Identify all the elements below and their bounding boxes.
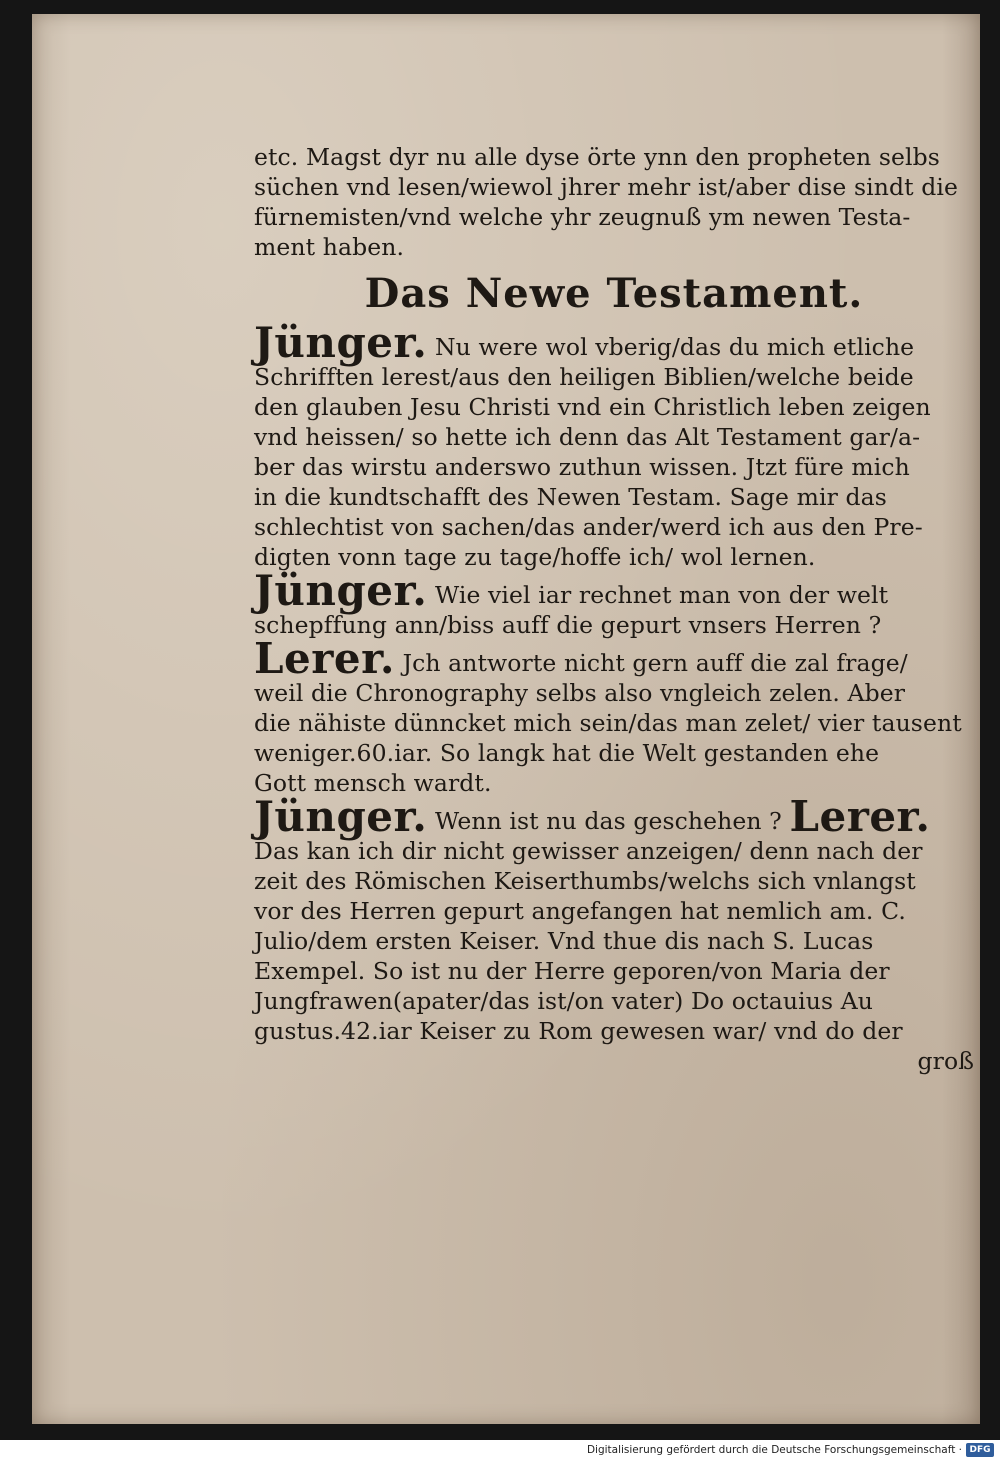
speaker-label: Jünger. (254, 566, 428, 615)
text-line: in die kundtschafft des Newen Testam. Sage mir das (254, 483, 887, 511)
text-line: weil die Chronography selbs also vngleich zelen. Aber (254, 679, 906, 707)
text-line: vnd heissen/ so hette ich denn das Alt Testament gar/a- (254, 423, 921, 451)
text-line: Julio/dem ersten Keiser. Vnd thue dis nach S. Lucas (254, 927, 874, 955)
speaker-label: Lerer. (254, 634, 395, 683)
text-line: die nähiste dünncket mich sein/das man zelet/ vier tausent (254, 709, 962, 737)
text-line: süchen vnd lesen/wiewol jhrer mehr ist/aber dise sindt die (254, 173, 958, 201)
paragraph-first-line: Nu were wol vberig/das du mich etliche (435, 333, 915, 361)
text-line: etc. Magst dyr nu alle dyse örte ynn den propheten selbs (254, 143, 940, 171)
paragraph-body (254, 678, 974, 798)
speaker-label: Jünger. (254, 792, 428, 841)
paragraph-body (254, 836, 974, 1046)
section-heading: Das Newe Testament. (364, 270, 864, 317)
paragraph-first-line: Wenn ist nu das geschehen ? (435, 807, 782, 835)
paragraph-2 (254, 566, 974, 640)
paragraph-3 (254, 634, 974, 798)
text-line: fürnemisten/vnd welche yhr zeugnuß ym newen Testa- (254, 203, 911, 231)
paragraph-first-line: Wie viel iar rechnet man von der welt (435, 581, 889, 609)
text-line: ment haben. (254, 233, 405, 261)
catchword: groß (917, 1047, 974, 1075)
page-text (254, 142, 974, 1076)
paragraph-first-line: Jch antworte nicht gern auff die zal frage/ (402, 649, 908, 677)
text-line: schepffung ann/biss auff die gepurt vnsers Herren ? (254, 611, 882, 639)
paragraph-1 (254, 318, 974, 572)
text-line: ber das wirstu anderswo zuthun wissen. Jtzt füre mich (254, 453, 910, 481)
dfg-logo: DFG (966, 1443, 994, 1457)
text-line: Schrifften lerest/aus den heiligen Biblien/welche beide (254, 363, 914, 391)
footer-bar (0, 1440, 1000, 1461)
speaker-label: Lerer. (789, 792, 931, 841)
text-line: gustus.42.iar Keiser zu Rom gewesen war/ vnd do der (254, 1017, 903, 1045)
text-line: schlechtist von sachen/das ander/werd ich aus den Pre- (254, 513, 923, 541)
text-line: vor des Herren gepurt angefangen hat nemlich am. C. (254, 897, 906, 925)
paragraph-body (254, 362, 974, 572)
speaker-label: Jünger. (254, 318, 428, 367)
text-line: Exempel. So ist nu der Herre geporen/von Maria der (254, 957, 890, 985)
book-page (32, 14, 980, 1424)
text-line: weniger.60.iar. So langk hat die Welt gestanden ehe (254, 739, 880, 767)
funding-credit: Digitalisierung gefördert durch die Deutsche Forschungsgemeinschaft · (586, 1444, 962, 1456)
text-line: den glauben Jesu Christi vnd ein Christlich leben zeigen (254, 393, 931, 421)
text-line: digten vonn tage zu tage/hoffe ich/ wol lernen. (254, 543, 816, 571)
intro-block (254, 142, 974, 262)
text-line: Jungfrawen(apater/das ist/on vater) Do octauius Au (254, 987, 873, 1015)
text-line: Gott mensch wardt. (254, 769, 492, 797)
paragraph-4 (254, 792, 974, 1046)
text-line: zeit des Römischen Keiserthumbs/welchs sich vnlangst (254, 867, 916, 895)
text-line: Das kan ich dir nicht gewisser anzeigen/ denn nach der (254, 837, 923, 865)
